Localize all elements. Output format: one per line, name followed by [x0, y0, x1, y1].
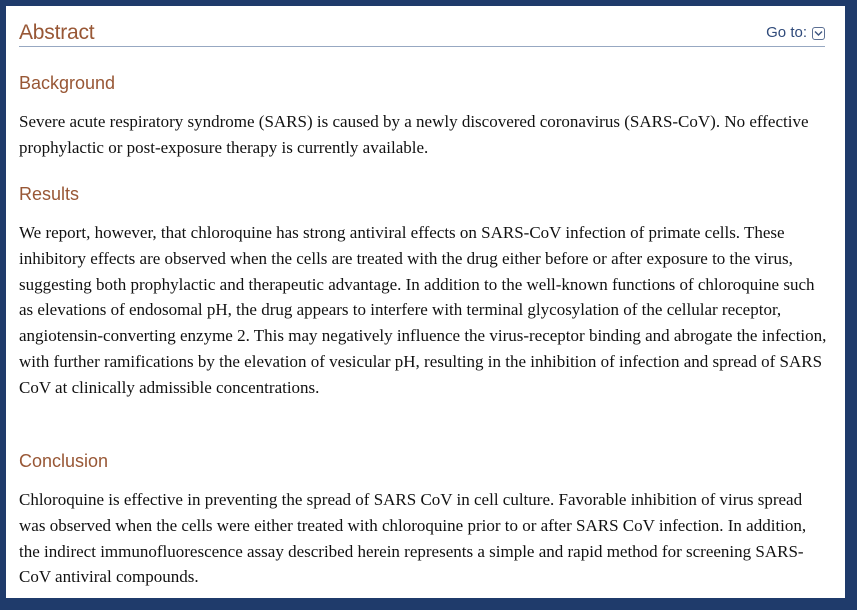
section-heading-conclusion: Conclusion	[19, 451, 109, 471]
abstract-title: Abstract	[19, 21, 95, 44]
section-text-results: We report, however, that chloroquine has strong antiviral effects on SARS-CoV infection of primate cells. These inhibitory effects are observed when the cells are treated with the drug either before or after exposure to the virus, suggesting both prophylactic and therapeutic advantage. In addition to the well-known functions of chloroquine such as elevations of endosomal pH, the drug appears to interfere with terminal glycosylation of the cellular receptor, angiotensin-converting enzyme 2. This may negatively influence the virus-receptor binding and abrogate the infection, with further ramifications by the elevation of vesicular pH, resulting in the inhibition of infection and spread of SARS CoV at clinically admissible concentrations.	[19, 223, 827, 397]
goto-menu-button[interactable]	[766, 24, 825, 42]
goto-label: Go to:	[766, 24, 807, 41]
section-heading-results: Results	[19, 184, 80, 204]
chevron-down-icon[interactable]	[812, 27, 825, 40]
abstract-panel	[6, 6, 845, 598]
section-heading-background: Background	[19, 73, 116, 93]
abstract-header	[19, 20, 825, 47]
chevron-down-glyph	[814, 30, 823, 37]
section-text-conclusion: Chloroquine is effective in preventing the spread of SARS CoV in cell culture. Favorable inhibition of virus spread was observed when the cells were either treated with chloroquine prior to or after SARS CoV infection. In addition, the indirect immunofluorescence assay described herein represents a simple and rapid method for screening SARS-CoV antiviral compounds.	[19, 490, 807, 587]
section-text-background: Severe acute respiratory syndrome (SARS) is caused by a newly discovered coronavirus (SARS-CoV). No effective prophylactic or post-exposure therapy is currently available.	[19, 112, 809, 157]
